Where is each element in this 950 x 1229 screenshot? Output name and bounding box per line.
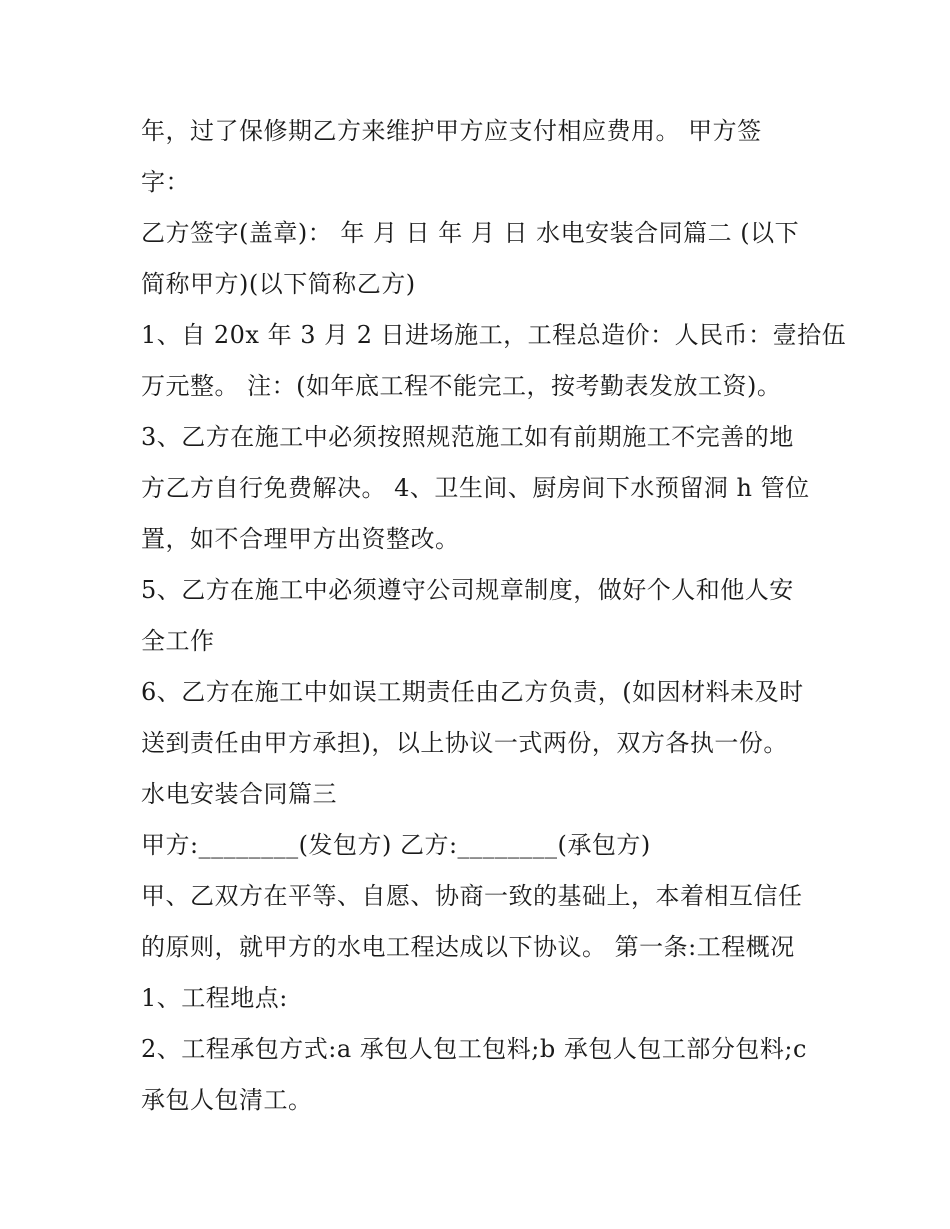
text-line: 方乙方自行免费解决。 4、卫生间、厨房间下水预留洞 h 管位	[141, 474, 810, 502]
text-line: 6、乙方在施工中如误工期责任由乙方负责，(如因材料未及时	[141, 678, 804, 706]
text-line: 承包人包清工。	[141, 1086, 313, 1114]
text-line: 置，如不合理甲方出资整改。	[141, 525, 460, 553]
text-line: 1、自 20x 年 3 月 2 日进场施工，工程总造价：人民币：壹拾伍	[141, 321, 847, 349]
text-line: 甲方:________(发包方) 乙方:________(承包方)	[141, 831, 651, 859]
text-line: 简称甲方)(以下简称乙方)	[141, 270, 416, 298]
text-line: 年，过了保修期乙方来维护甲方应支付相应费用。 甲方签	[141, 117, 762, 145]
text-line: 乙方签字(盖章)： 年 月 日 年 月 日 水电安装合同篇二 (以下	[141, 219, 800, 247]
text-line: 3、乙方在施工中必须按照规范施工如有前期施工不完善的地	[141, 423, 794, 451]
text-line: 1、工程地点:	[141, 984, 288, 1012]
text-line: 字：	[141, 168, 190, 196]
text-line: 送到责任由甲方承担)，以上协议一式两份，双方各执一份。	[141, 729, 788, 757]
text-line: 5、乙方在施工中必须遵守公司规章制度，做好个人和他人安	[141, 576, 794, 604]
document-body	[141, 106, 847, 1126]
section-heading: 水电安装合同篇三	[141, 780, 337, 808]
text-line: 甲、乙双方在平等、自愿、协商一致的基础上，本着相互信任	[141, 882, 803, 910]
text-line: 万元整。 注：(如年底工程不能完工，按考勤表发放工资)。	[141, 372, 782, 400]
text-line: 全工作	[141, 627, 215, 655]
text-line: 的原则，就甲方的水电工程达成以下协议。 第一条:工程概况	[141, 933, 795, 961]
text-line: 2、工程承包方式:a 承包人包工包料;b 承包人包工部分包料;c	[141, 1035, 807, 1063]
